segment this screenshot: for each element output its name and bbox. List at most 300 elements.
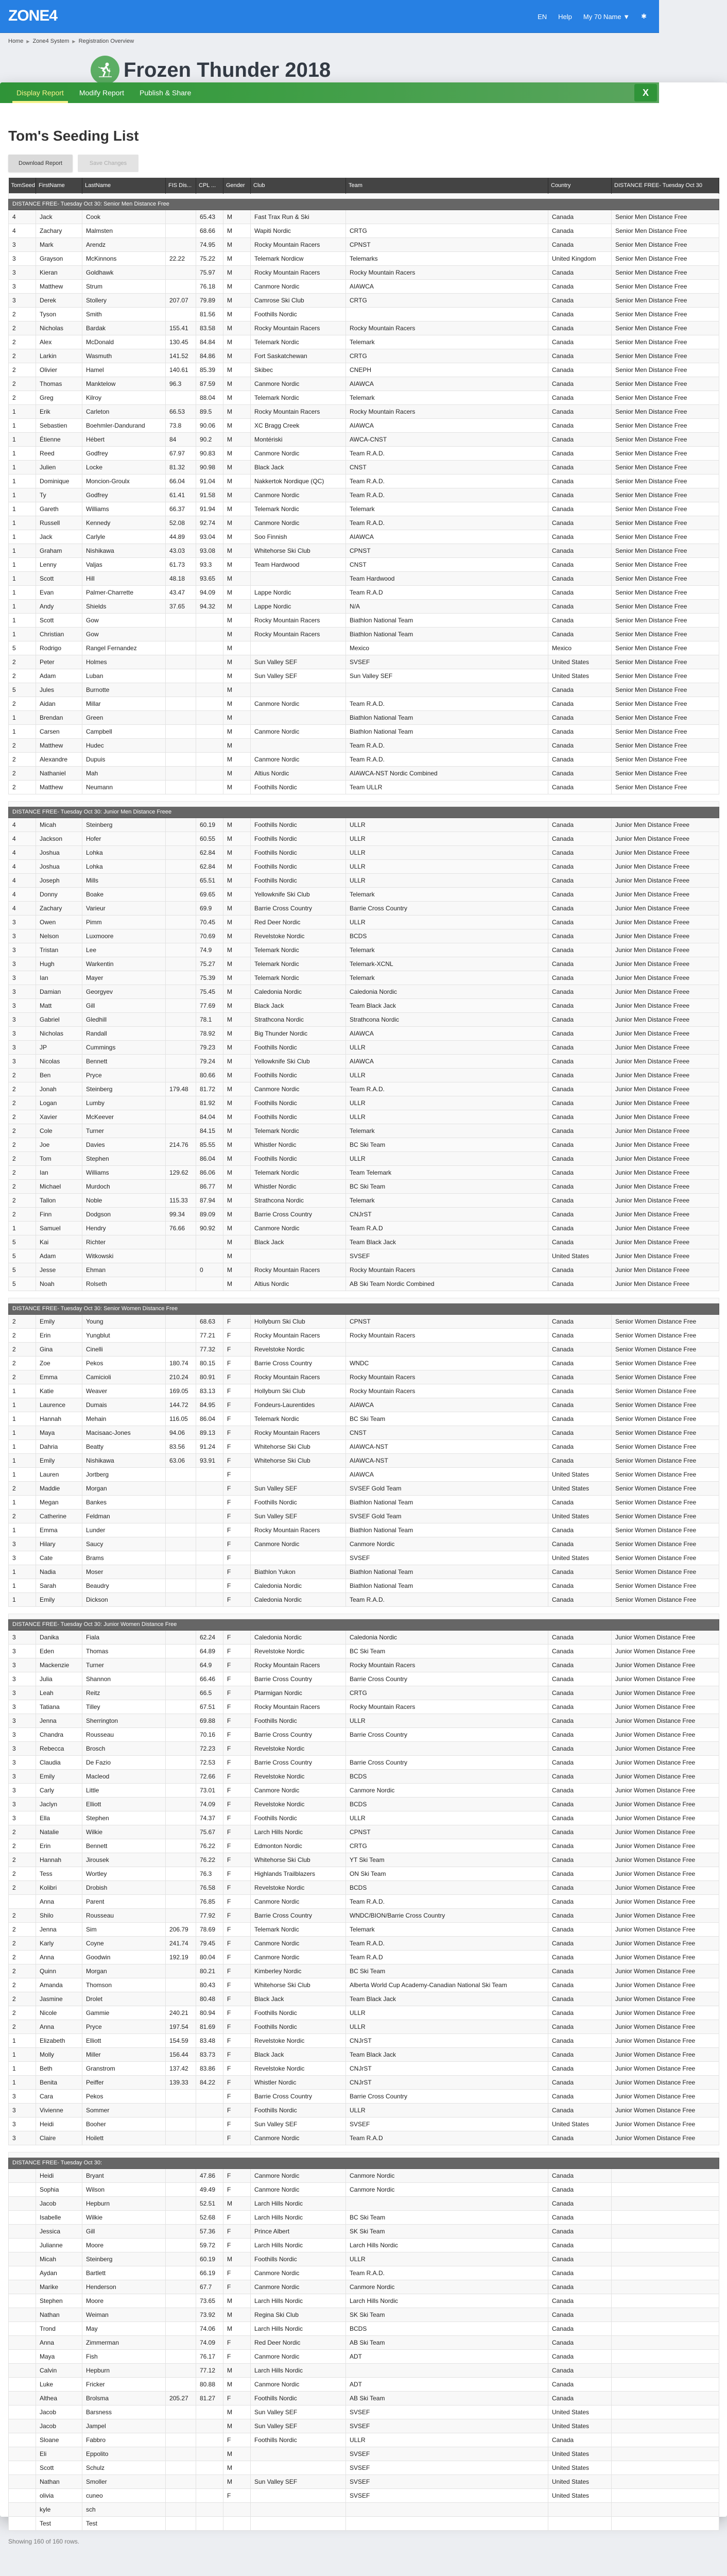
table-row[interactable] (9, 2210, 719, 2224)
breadcrumb-zone4-system[interactable]: Zone4 System (32, 38, 70, 44)
table-row[interactable] (9, 1495, 719, 1509)
event-cell: Junior Women Distance Free (612, 1672, 719, 1686)
table-row[interactable] (9, 1481, 719, 1495)
gender-cell: F (223, 1658, 251, 1672)
table-row[interactable] (9, 279, 719, 293)
country-cell: Canada (548, 1012, 612, 1026)
table-row[interactable] (9, 1398, 719, 1412)
table-row[interactable] (9, 404, 719, 418)
fis-distance-cell (166, 1509, 196, 1523)
table-row[interactable] (9, 1992, 719, 2006)
gender-cell: M (223, 832, 251, 845)
country-cell: Canada (548, 432, 612, 446)
club-cell: Barrie Cross Country (251, 1207, 346, 1221)
table-row[interactable] (9, 1026, 719, 1040)
fis-distance-cell (166, 307, 196, 321)
table-row[interactable] (9, 2363, 719, 2377)
table-row[interactable] (9, 1686, 719, 1700)
country-cell: Canada (548, 599, 612, 613)
table-row[interactable] (9, 1263, 719, 1277)
table-row[interactable] (9, 446, 719, 460)
first-name-cell: Quinn (36, 1964, 82, 1978)
zone4-logo[interactable]: ZONE4 (8, 7, 58, 24)
table-row[interactable] (9, 859, 719, 873)
event-cell: Senior Men Distance Free (612, 641, 719, 655)
country-cell: Canada (548, 1110, 612, 1124)
table-row[interactable] (9, 641, 719, 655)
event-cell (612, 2349, 719, 2363)
table-row[interactable] (9, 1644, 719, 1658)
first-name-cell: Tyson (36, 307, 82, 321)
table-row[interactable] (9, 2196, 719, 2210)
column-header[interactable]: FIS Dis... (166, 178, 196, 193)
cpl-cell (196, 1592, 223, 1606)
table-row[interactable] (9, 1551, 719, 1565)
table-row[interactable] (9, 915, 719, 929)
table-row[interactable] (9, 1755, 719, 1769)
event-cell (612, 2461, 719, 2475)
table-row[interactable] (9, 957, 719, 971)
table-row[interactable] (9, 2475, 719, 2488)
table-row[interactable] (9, 1342, 719, 1356)
club-cell: Larch Hills Nordic (251, 2363, 346, 2377)
table-row[interactable] (9, 1672, 719, 1686)
table-row[interactable] (9, 349, 719, 363)
team-cell: Strathcona Nordic (346, 1012, 548, 1026)
club-cell: Barrie Cross Country (251, 1755, 346, 1769)
fis-distance-cell (166, 2252, 196, 2266)
table-row[interactable] (9, 683, 719, 697)
fis-distance-cell (166, 655, 196, 669)
club-cell: Telemark Nordic (251, 335, 346, 349)
cpl-cell (196, 724, 223, 738)
table-row[interactable] (9, 1193, 719, 1207)
table-row[interactable] (9, 627, 719, 641)
first-name-cell: Erik (36, 404, 82, 418)
column-header[interactable]: Country (548, 178, 612, 193)
event-cell: Senior Men Distance Free (612, 432, 719, 446)
table-row[interactable] (9, 1741, 719, 1755)
table-row[interactable] (9, 1727, 719, 1741)
last-name-cell: Kennedy (82, 516, 166, 530)
last-name-cell: Parent (82, 1894, 166, 1908)
column-header[interactable]: DISTANCE FREE- Tuesday Oct 30 (612, 178, 719, 193)
table-row[interactable] (9, 1012, 719, 1026)
team-cell (346, 2502, 548, 2516)
table-row[interactable] (9, 1894, 719, 1908)
table-row[interactable] (9, 1068, 719, 1082)
table-row[interactable] (9, 1328, 719, 1342)
table-row[interactable] (9, 1235, 719, 1249)
table-row[interactable] (9, 363, 719, 377)
last-name-cell: Pekos (82, 2089, 166, 2103)
first-name-cell: Rebecca (36, 1741, 82, 1755)
table-row[interactable] (9, 845, 719, 859)
table-row[interactable] (9, 1124, 719, 1138)
club-cell: Whitehorse Ski Club (251, 1439, 346, 1453)
table-row[interactable] (9, 1908, 719, 1922)
table-row[interactable] (9, 2502, 719, 2516)
country-cell: Canada (548, 845, 612, 859)
table-row[interactable] (9, 2224, 719, 2238)
table-row[interactable] (9, 2089, 719, 2103)
table-row[interactable] (9, 2405, 719, 2419)
table-row[interactable] (9, 1811, 719, 1825)
table-row[interactable] (9, 901, 719, 915)
country-cell: Canada (548, 474, 612, 488)
team-cell: Barrie Cross Country (346, 1727, 548, 1741)
table-row[interactable] (9, 1922, 719, 1936)
table-row[interactable] (9, 1082, 719, 1096)
first-name-cell: Trond (36, 2321, 82, 2335)
table-row[interactable] (9, 613, 719, 627)
table-row[interactable] (9, 985, 719, 998)
table-row[interactable] (9, 1964, 719, 1978)
seed-cell: 4 (9, 887, 36, 901)
column-header[interactable]: Gender (223, 178, 251, 193)
table-row[interactable] (9, 1783, 719, 1797)
table-row[interactable] (9, 2280, 719, 2294)
table-row[interactable] (9, 530, 719, 544)
country-cell: Canada (548, 627, 612, 641)
fis-distance-cell: 144.72 (166, 1398, 196, 1412)
seed-cell: 2 (9, 1853, 36, 1867)
country-cell: Canada (548, 1936, 612, 1950)
event-cell: Junior Women Distance Free (612, 1783, 719, 1797)
table-row[interactable] (9, 2321, 719, 2335)
table-row[interactable] (9, 2391, 719, 2405)
table-row[interactable] (9, 1579, 719, 1592)
table-row[interactable] (9, 724, 719, 738)
table-row[interactable] (9, 697, 719, 710)
close-button[interactable]: X (634, 84, 657, 101)
table-row[interactable] (9, 2252, 719, 2266)
cpl-cell (196, 1509, 223, 1523)
cpl-cell (196, 2131, 223, 2145)
first-name-cell: Shilo (36, 1908, 82, 1922)
table-row[interactable] (9, 2349, 719, 2363)
last-name-cell: Beaudry (82, 1579, 166, 1592)
download-report-button[interactable]: Download Report (8, 155, 73, 172)
table-row[interactable] (9, 971, 719, 985)
table-row[interactable] (9, 2488, 719, 2502)
column-header[interactable]: TomSeed (9, 178, 36, 193)
country-cell: Canada (548, 321, 612, 335)
language-link[interactable]: EN (538, 12, 547, 21)
cpl-cell (196, 1495, 223, 1509)
gender-cell: M (223, 1096, 251, 1110)
table-row[interactable] (9, 1825, 719, 1839)
table-row[interactable] (9, 1853, 719, 1867)
tab-modify-report[interactable]: Modify Report (79, 89, 124, 97)
table-row[interactable] (9, 1867, 719, 1880)
table-row[interactable] (9, 1138, 719, 1151)
column-header[interactable]: FirstName (36, 178, 82, 193)
first-name-cell: Jasmine (36, 1992, 82, 2006)
table-row[interactable] (9, 1151, 719, 1165)
event-cell: Senior Women Distance Free (612, 1509, 719, 1523)
table-row[interactable] (9, 2266, 719, 2280)
event-cell: Junior Men Distance Freee (612, 1151, 719, 1165)
table-row[interactable] (9, 1453, 719, 1467)
country-cell: Canada (548, 1068, 612, 1082)
seed-cell: 1 (9, 1384, 36, 1398)
table-row[interactable] (9, 1165, 719, 1179)
table-row[interactable] (9, 766, 719, 780)
country-cell: Canada (548, 1453, 612, 1467)
fis-distance-cell (166, 2419, 196, 2433)
table-row[interactable] (9, 1978, 719, 1992)
last-name-cell: Moncion-Groulx (82, 474, 166, 488)
club-cell (251, 1467, 346, 1481)
event-cell: Senior Men Distance Free (612, 502, 719, 516)
table-row[interactable] (9, 1700, 719, 1714)
first-name-cell: Samuel (36, 1221, 82, 1235)
table-row[interactable] (9, 2461, 719, 2475)
club-cell: Revelstoke Nordic (251, 929, 346, 943)
team-cell: AIAWCA (346, 1398, 548, 1412)
table-row[interactable] (9, 432, 719, 446)
seed-cell: 2 (9, 1314, 36, 1328)
table-row[interactable] (9, 335, 719, 349)
table-row[interactable] (9, 293, 719, 307)
club-cell: Whistler Nordic (251, 1138, 346, 1151)
club-cell: Foothills Nordic (251, 2006, 346, 2020)
gender-cell: M (223, 613, 251, 627)
table-row[interactable] (9, 1221, 719, 1235)
table-row[interactable] (9, 238, 719, 251)
event-cell: Senior Men Distance Free (612, 349, 719, 363)
cpl-cell: 79.89 (196, 293, 223, 307)
club-cell: Revelstoke Nordic (251, 2033, 346, 2047)
table-row[interactable] (9, 832, 719, 845)
table-row[interactable] (9, 998, 719, 1012)
table-row[interactable] (9, 929, 719, 943)
table-row[interactable] (9, 710, 719, 724)
event-cell: Junior Men Distance Freee (612, 1207, 719, 1221)
country-cell: Canada (548, 349, 612, 363)
seed-cell: 1 (9, 1412, 36, 1426)
table-row[interactable] (9, 1370, 719, 1384)
event-cell (612, 2168, 719, 2182)
first-name-cell: Maya (36, 2349, 82, 2363)
table-row[interactable] (9, 2020, 719, 2033)
country-cell: Canada (548, 985, 612, 998)
breadcrumb-registration-overview[interactable]: Registration Overview (78, 38, 134, 44)
table-row[interactable] (9, 2006, 719, 2020)
cpl-cell: 74.06 (196, 2321, 223, 2335)
team-cell: BC Ski Team (346, 2210, 548, 2224)
table-row[interactable] (9, 2447, 719, 2461)
table-row[interactable] (9, 1179, 719, 1193)
fis-distance-cell (166, 613, 196, 627)
table-row[interactable] (9, 2433, 719, 2447)
table-row[interactable] (9, 1110, 719, 1124)
fis-distance-cell (166, 1592, 196, 1606)
user-menu[interactable]: My 70 Name ▼ (583, 12, 630, 21)
gear-icon[interactable]: ✱ (641, 12, 647, 20)
table-row[interactable] (9, 2182, 719, 2196)
table-row[interactable] (9, 1426, 719, 1439)
seed-cell: 2 (9, 2020, 36, 2033)
cpl-cell (196, 2117, 223, 2131)
column-header[interactable]: Team (346, 178, 548, 193)
table-row[interactable] (9, 418, 719, 432)
table-row[interactable] (9, 1054, 719, 1068)
table-row[interactable] (9, 2516, 719, 2530)
column-header[interactable]: LastName (82, 178, 166, 193)
gender-cell: M (223, 2363, 251, 2377)
table-row[interactable] (9, 1797, 719, 1811)
table-row[interactable] (9, 2377, 719, 2391)
table-row[interactable] (9, 1439, 719, 1453)
table-row[interactable] (9, 571, 719, 585)
table-row[interactable] (9, 1592, 719, 1606)
table-row[interactable] (9, 1630, 719, 1644)
help-link[interactable]: Help (558, 12, 572, 21)
table-row[interactable] (9, 2075, 719, 2089)
table-row[interactable] (9, 557, 719, 571)
table-row[interactable] (9, 321, 719, 335)
table-row[interactable] (9, 2103, 719, 2117)
table-row[interactable] (9, 544, 719, 557)
table-row[interactable] (9, 780, 719, 794)
table-row[interactable] (9, 1565, 719, 1579)
table-row[interactable] (9, 752, 719, 766)
table-row[interactable] (9, 307, 719, 321)
save-changes-button[interactable]: Save Changes (78, 155, 139, 172)
tab-display-report[interactable]: Display Report (12, 82, 68, 103)
last-name-cell: Godfrey (82, 488, 166, 502)
table-row[interactable] (9, 1839, 719, 1853)
cpl-cell: 84.95 (196, 1398, 223, 1412)
table-row[interactable] (9, 251, 719, 265)
cpl-cell: 77.32 (196, 1342, 223, 1356)
table-row[interactable] (9, 2033, 719, 2047)
table-row[interactable] (9, 377, 719, 391)
team-cell: ULLR (346, 845, 548, 859)
team-cell: Rocky Mountain Racers (346, 404, 548, 418)
table-row[interactable] (9, 1249, 719, 1263)
cpl-cell: 72.53 (196, 1755, 223, 1769)
table-row[interactable] (9, 2419, 719, 2433)
table-row[interactable] (9, 460, 719, 474)
table-row[interactable] (9, 585, 719, 599)
table-row[interactable] (9, 1523, 719, 1537)
table-row[interactable] (9, 2238, 719, 2252)
gender-cell: F (223, 1811, 251, 1825)
table-row[interactable] (9, 1096, 719, 1110)
table-row[interactable] (9, 1714, 719, 1727)
table-row[interactable] (9, 873, 719, 887)
group-gap (9, 1606, 719, 1614)
table-row[interactable] (9, 1467, 719, 1481)
country-cell: Mexico (548, 641, 612, 655)
fis-distance-cell (166, 2516, 196, 2530)
cpl-cell: 76.18 (196, 279, 223, 293)
table-row[interactable] (9, 210, 719, 224)
table-row[interactable] (9, 1277, 719, 1291)
table-row[interactable] (9, 502, 719, 516)
table-row[interactable] (9, 1384, 719, 1398)
table-row[interactable] (9, 669, 719, 683)
club-cell: Rocky Mountain Racers (251, 1426, 346, 1439)
table-row[interactable] (9, 1950, 719, 1964)
table-row[interactable] (9, 2061, 719, 2075)
cpl-cell (196, 2433, 223, 2447)
fis-distance-cell: 83.56 (166, 1439, 196, 1453)
gender-cell: M (223, 2196, 251, 2210)
table-row[interactable] (9, 599, 719, 613)
gender-cell: M (223, 915, 251, 929)
table-row[interactable] (9, 818, 719, 832)
table-row[interactable] (9, 488, 719, 502)
gender-cell: F (223, 1894, 251, 1908)
table-row[interactable] (9, 943, 719, 957)
table-row[interactable] (9, 738, 719, 752)
breadcrumb-home[interactable]: Home (8, 38, 24, 44)
gender-cell: M (223, 2461, 251, 2475)
table-row[interactable] (9, 1412, 719, 1426)
first-name-cell: Lenny (36, 557, 82, 571)
table-row[interactable] (9, 2335, 719, 2349)
table-row[interactable] (9, 2117, 719, 2131)
table-row[interactable] (9, 1314, 719, 1328)
table-row[interactable] (9, 1040, 719, 1054)
seed-cell: 3 (9, 1551, 36, 1565)
team-cell: AIAWCA (346, 279, 548, 293)
seed-cell (9, 2210, 36, 2224)
gender-cell: M (223, 224, 251, 238)
table-row[interactable] (9, 391, 719, 404)
table-row[interactable] (9, 1509, 719, 1523)
table-row[interactable] (9, 1769, 719, 1783)
tab-publish-share[interactable]: Publish & Share (139, 89, 192, 97)
table-row[interactable] (9, 1356, 719, 1370)
fis-distance-cell (166, 1672, 196, 1686)
table-row[interactable] (9, 2047, 719, 2061)
table-row[interactable] (9, 1537, 719, 1551)
spacer-cell (9, 1298, 719, 1303)
column-header[interactable]: Club (251, 178, 346, 193)
table-row[interactable] (9, 887, 719, 901)
cpl-cell: 60.55 (196, 832, 223, 845)
table-row[interactable] (9, 1207, 719, 1221)
table-row[interactable] (9, 2294, 719, 2308)
club-cell: Canmore Nordic (251, 1082, 346, 1096)
team-cell: Barrie Cross Country (346, 1672, 548, 1686)
table-row[interactable] (9, 265, 719, 279)
column-header[interactable]: CPL ... (196, 178, 223, 193)
table-row[interactable] (9, 224, 719, 238)
table-row[interactable] (9, 2168, 719, 2182)
event-cell: Senior Men Distance Free (612, 265, 719, 279)
table-row[interactable] (9, 2308, 719, 2321)
table-row[interactable] (9, 516, 719, 530)
cpl-cell: 77.12 (196, 2363, 223, 2377)
table-row[interactable] (9, 1658, 719, 1672)
event-cell: Senior Men Distance Free (612, 530, 719, 544)
table-row[interactable] (9, 474, 719, 488)
first-name-cell: Jessica (36, 2224, 82, 2238)
table-row[interactable] (9, 1936, 719, 1950)
table-row[interactable] (9, 1880, 719, 1894)
club-cell: Barrie Cross Country (251, 1356, 346, 1370)
first-name-cell: Cara (36, 2089, 82, 2103)
gender-cell: M (223, 571, 251, 585)
table-row[interactable] (9, 2131, 719, 2145)
table-row[interactable] (9, 655, 719, 669)
